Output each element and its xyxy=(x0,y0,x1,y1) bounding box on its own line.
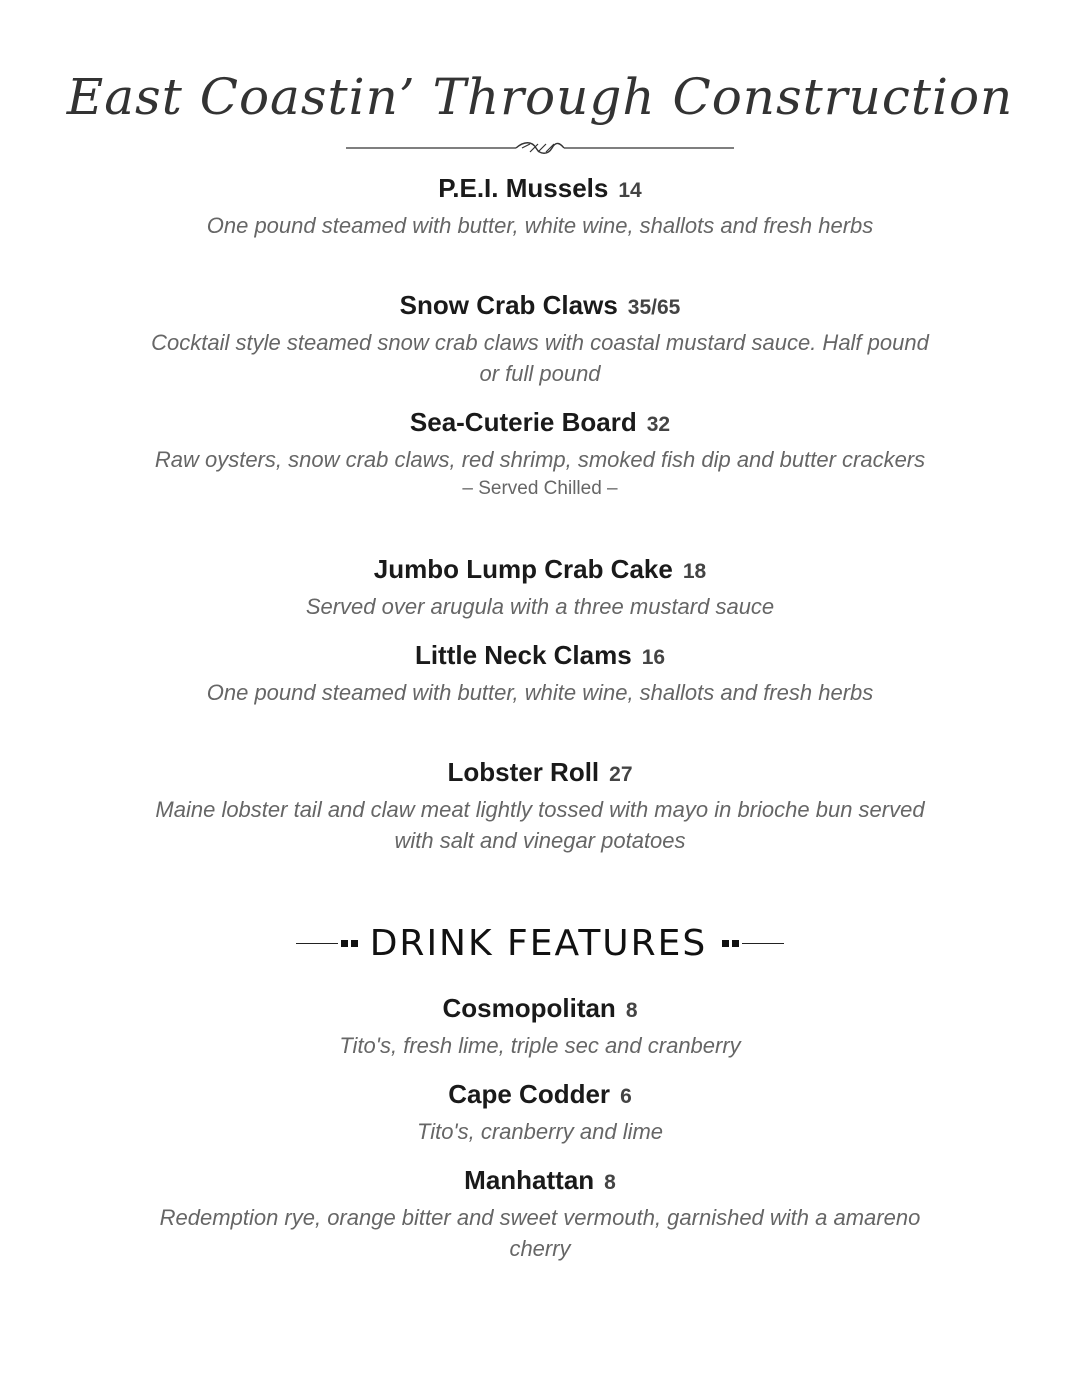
drink-features-heading xyxy=(0,918,1080,968)
drink-item-cosmopolitan xyxy=(150,991,930,1061)
item-description: Cocktail style steamed snow crab claws with coastal mustard sauce. Half pound or full pound xyxy=(151,330,929,386)
item-name: Cosmopolitan xyxy=(442,993,616,1023)
item-note: – Served Chilled – xyxy=(462,478,618,499)
item-name: Little Neck Clams xyxy=(414,640,632,670)
item-price: 6 xyxy=(620,1085,632,1108)
item-price: 14 xyxy=(618,179,642,202)
item-description: Maine lobster tail and claw meat lightly tossed with mayo in brioche bun served with salt and vinegar potatoes xyxy=(155,797,925,853)
item-description: Raw oysters, snow crab claws, red shrimp, smoked fish dip and butter crackers xyxy=(154,447,926,472)
item-name: Manhattan xyxy=(464,1165,595,1195)
item-name: P.E.I. Mussels xyxy=(438,173,609,203)
item-description: Tito's, fresh lime, triple sec and cranberry xyxy=(339,1033,741,1058)
item-name: Jumbo Lump Crab Cake xyxy=(373,554,673,584)
drink-item-cape-codder xyxy=(150,1077,930,1147)
item-description: Served over arugula with a three mustard sauce xyxy=(305,594,775,619)
item-description: Tito's, cranberry and lime xyxy=(416,1119,664,1144)
right-ornament-icon xyxy=(719,940,784,947)
left-ornament-icon xyxy=(296,940,358,947)
flourish-divider-icon xyxy=(346,138,734,158)
drink-item-manhattan xyxy=(150,1163,930,1264)
section-title: DRINK FEATURES xyxy=(369,922,708,964)
item-price: 8 xyxy=(604,1171,616,1194)
menu-item-lobster-roll xyxy=(150,755,930,856)
menu-item-sea-cuterie-board xyxy=(150,405,930,503)
menu-item-jumbo-lump-crab-cake xyxy=(150,552,930,622)
item-price: 35/65 xyxy=(627,296,681,319)
item-price: 18 xyxy=(682,560,707,583)
item-name: Cape Codder xyxy=(448,1079,611,1109)
item-price: 8 xyxy=(625,999,638,1022)
item-name: Snow Crab Claws xyxy=(399,290,618,320)
item-price: 32 xyxy=(646,413,671,436)
menu-item-little-neck-clams xyxy=(150,638,930,708)
item-description: Redemption rye, orange bitter and sweet vermouth, garnished with a amareno cherry xyxy=(159,1205,921,1261)
item-price: 27 xyxy=(609,763,633,786)
item-name: Sea-Cuterie Board xyxy=(409,407,637,437)
item-description: One pound steamed with butter, white wine, shallots and fresh herbs xyxy=(206,213,874,238)
item-price: 16 xyxy=(641,646,666,669)
menu-item-snow-crab-claws xyxy=(150,288,930,389)
item-description: One pound steamed with butter, white wine, shallots and fresh herbs xyxy=(206,680,874,705)
menu-title: East Coastin’ Through Construction xyxy=(66,68,1014,126)
menu-item-pei-mussels xyxy=(150,171,930,241)
item-name: Lobster Roll xyxy=(447,757,600,787)
